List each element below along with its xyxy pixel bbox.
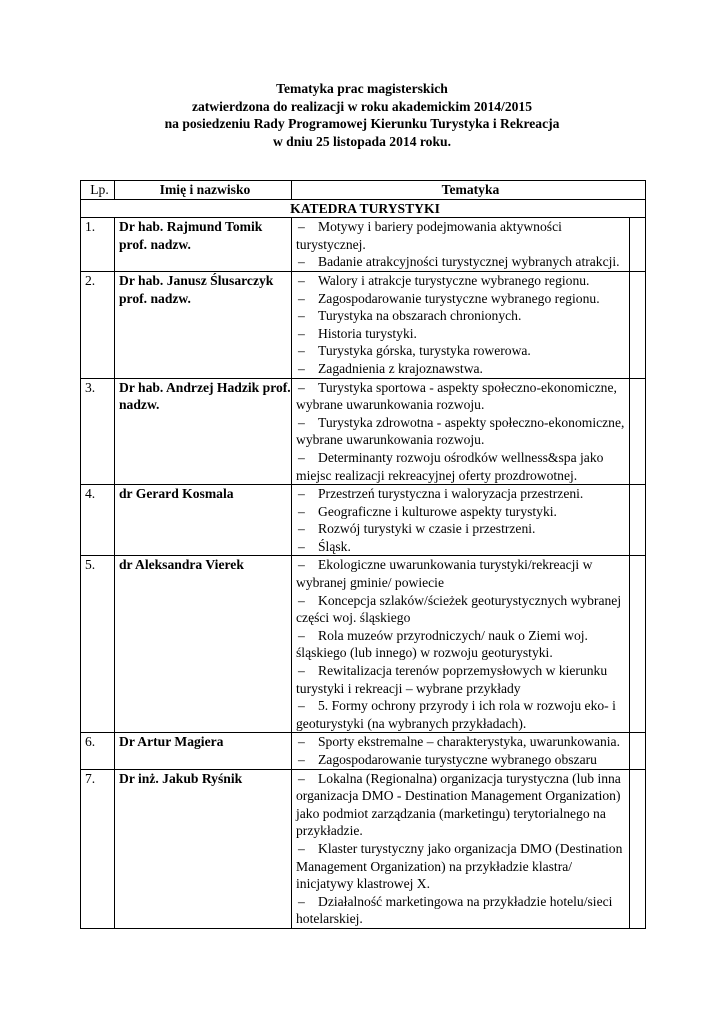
dash-bullet: – bbox=[298, 325, 305, 341]
row-number: 2. bbox=[81, 271, 115, 378]
header-line-3: na posiedzeniu Rady Programowej Kierunku Turystyka i Rekreacja bbox=[164, 116, 560, 131]
topic-item bbox=[296, 253, 629, 271]
topic-text: Geograficzne i kulturowe aspekty turystyki. bbox=[318, 503, 557, 519]
dash-bullet: – bbox=[298, 486, 305, 502]
topic-item bbox=[296, 751, 629, 769]
supervisor-name: Dr hab. Rajmund Tomik prof. nadzw. bbox=[115, 218, 292, 272]
dash-bullet: – bbox=[298, 592, 305, 608]
topic-item bbox=[296, 449, 629, 484]
row-number: 5. bbox=[81, 556, 115, 733]
row-number: 4. bbox=[81, 485, 115, 556]
topic-list bbox=[292, 485, 630, 556]
dash-bullet: – bbox=[298, 663, 305, 679]
dash-bullet: – bbox=[298, 290, 305, 306]
header-line-4: w dniu 25 listopada 2014 roku. bbox=[272, 133, 452, 149]
supervisor-name: Dr hab. Janusz Ślusarczyk prof. nadzw. bbox=[115, 271, 292, 378]
empty-cell bbox=[630, 485, 646, 556]
topic-list bbox=[292, 218, 630, 272]
dash-bullet: – bbox=[298, 219, 305, 235]
topic-item bbox=[296, 538, 629, 556]
topic-text: Zagospodarowanie turystyczne wybranego regionu. bbox=[318, 290, 600, 306]
topic-item bbox=[296, 733, 629, 751]
supervisor-name: Dr Artur Magiera bbox=[115, 733, 292, 769]
row-number: 6. bbox=[81, 733, 115, 769]
table-row bbox=[81, 733, 646, 769]
empty-cell bbox=[630, 556, 646, 733]
topic-item bbox=[296, 662, 629, 697]
topic-text: Lokalna (Regionalna) organizacja turystyczna (lub inna organizacja DMO - Destination Management Organization) jako podmiot zarządzania (marketingu) terytorialnego na przykładzie. bbox=[296, 770, 621, 839]
column-header-name: Imię i nazwisko bbox=[115, 181, 292, 200]
dash-bullet: – bbox=[298, 343, 305, 359]
column-header-lp: Lp. bbox=[81, 181, 115, 200]
topic-item bbox=[296, 307, 629, 325]
dash-bullet: – bbox=[298, 308, 305, 324]
topic-item bbox=[296, 592, 629, 627]
table-row bbox=[81, 271, 646, 378]
topic-text: Turystyka na obszarach chronionych. bbox=[318, 308, 522, 324]
dash-bullet: – bbox=[298, 521, 305, 537]
topic-item bbox=[296, 627, 629, 662]
empty-cell bbox=[630, 218, 646, 272]
topic-text: Przestrzeń turystyczna i waloryzacja przestrzeni. bbox=[318, 486, 584, 502]
header-line-2: zatwierdzona do realizacji w roku akademickim 2014/2015 bbox=[191, 98, 533, 114]
supervisor-name: dr Gerard Kosmala bbox=[115, 485, 292, 556]
topic-item bbox=[296, 485, 629, 503]
topic-text: Determinanty rozwoju ośrodków wellness&spa jako miejsc realizacji rekreacyjnej oferty prozdrowotnej. bbox=[296, 449, 604, 483]
dash-bullet: – bbox=[298, 360, 305, 376]
topic-item bbox=[296, 893, 629, 928]
table-row bbox=[81, 378, 646, 485]
empty-cell bbox=[630, 271, 646, 378]
topic-text: Badanie atrakcyjności turystycznej wybranych atrakcji. bbox=[318, 254, 620, 270]
topic-text: Turystyka zdrowotna - aspekty społeczno-ekonomiczne, wybrane uwarunkowania rozwoju. bbox=[296, 414, 625, 448]
topic-text: Rewitalizacja terenów poprzemysłowych w kierunku turystyki i rekreacji – wybrane przykłady bbox=[296, 663, 608, 696]
dash-bullet: – bbox=[298, 272, 305, 288]
topic-text: Rola muzeów przyrodniczych/ nauk o Ziemi woj. śląskiego (lub innego) w rozwoju geoturystyki. bbox=[296, 627, 588, 661]
dash-bullet: – bbox=[298, 254, 305, 270]
topic-list bbox=[292, 733, 630, 769]
empty-cell bbox=[630, 378, 646, 485]
dash-bullet: – bbox=[298, 893, 305, 909]
empty-cell bbox=[630, 769, 646, 928]
row-number: 3. bbox=[81, 378, 115, 485]
dash-bullet: – bbox=[298, 698, 305, 714]
topic-text: Rozwój turystyki w czasie i przestrzeni. bbox=[318, 521, 536, 537]
topic-text: Turystyka górska, turystyka rowerowa. bbox=[318, 343, 531, 359]
topic-item bbox=[296, 520, 629, 538]
topic-text: Zagospodarowanie turystyczne wybranego obszaru bbox=[318, 752, 597, 767]
topic-item bbox=[296, 503, 629, 521]
topic-item bbox=[296, 379, 629, 414]
dash-bullet: – bbox=[298, 627, 305, 643]
dash-bullet: – bbox=[298, 538, 305, 554]
topic-item bbox=[296, 697, 629, 732]
dash-bullet: – bbox=[298, 752, 305, 767]
topic-item bbox=[296, 272, 629, 290]
table-header-row bbox=[81, 181, 646, 200]
topic-item bbox=[296, 770, 629, 840]
topic-text: Turystyka sportowa - aspekty społeczno-ekonomiczne, wybrane uwarunkowania rozwoju. bbox=[296, 379, 617, 413]
dash-bullet: – bbox=[298, 734, 305, 750]
dash-bullet: – bbox=[298, 503, 305, 519]
section-row bbox=[81, 199, 646, 218]
dash-bullet: – bbox=[298, 770, 305, 786]
topic-item bbox=[296, 360, 629, 378]
table-row bbox=[81, 218, 646, 272]
topic-item bbox=[296, 218, 629, 253]
dash-bullet: – bbox=[298, 414, 305, 430]
topic-list bbox=[292, 271, 630, 378]
dash-bullet: – bbox=[298, 379, 305, 395]
topic-text: Klaster turystyczny jako organizacja DMO (Destination Management Organization) na przykładzie klastra/ inicjatywy klastrowej X. bbox=[296, 840, 623, 892]
supervisor-name: dr Aleksandra Vierek bbox=[115, 556, 292, 733]
topic-item bbox=[296, 325, 629, 343]
topic-item bbox=[296, 414, 629, 449]
section-title: KATEDRA TURYSTYKI bbox=[81, 199, 646, 218]
row-number: 1. bbox=[81, 218, 115, 272]
topic-text: Walory i atrakcje turystyczne wybranego regionu. bbox=[318, 272, 590, 288]
row-number: 7. bbox=[81, 769, 115, 928]
topic-text: Zagadnienia z krajoznawstwa. bbox=[318, 360, 483, 376]
table-row bbox=[81, 556, 646, 733]
topic-text: 5. Formy ochrony przyrody i ich rola w rozwoju eko- i geoturystyki (na wybranych przykładach). bbox=[296, 698, 616, 731]
dash-bullet: – bbox=[298, 557, 305, 573]
topic-item bbox=[296, 290, 629, 308]
supervisor-name: Dr inż. Jakub Ryśnik bbox=[115, 769, 292, 928]
topic-text: Sporty ekstremalne – charakterystyka, uwarunkowania. bbox=[318, 734, 620, 750]
supervisor-name: Dr hab. Andrzej Hadzik prof. nadzw. bbox=[115, 378, 292, 485]
topic-item bbox=[296, 342, 629, 360]
header-line-1: Tematyka prac magisterskich bbox=[276, 81, 448, 96]
empty-cell bbox=[630, 733, 646, 769]
topic-text: Koncepcja szlaków/ścieżek geoturystycznych wybranej części woj. śląskiego bbox=[296, 592, 622, 626]
topic-item bbox=[296, 840, 629, 893]
table-row bbox=[81, 769, 646, 928]
topic-text: Motywy i bariery podejmowania aktywności turystycznej. bbox=[296, 219, 562, 252]
topic-text: Historia turystyki. bbox=[318, 325, 417, 341]
topic-list bbox=[292, 556, 630, 733]
topic-item bbox=[296, 556, 629, 591]
topic-list bbox=[292, 769, 630, 928]
topic-text: Ekologiczne uwarunkowania turystyki/rekreacji w wybranej gminie/ powiecie bbox=[296, 557, 593, 591]
topic-list bbox=[292, 378, 630, 485]
dash-bullet: – bbox=[298, 840, 305, 856]
table-body bbox=[81, 199, 646, 928]
document-header bbox=[0, 80, 724, 150]
table-row bbox=[81, 485, 646, 556]
topic-text: Działalność marketingowa na przykładzie hotelu/sieci hotelarskiej. bbox=[296, 893, 613, 927]
topic-text: Śląsk. bbox=[318, 538, 351, 554]
column-header-topic: Tematyka bbox=[292, 181, 646, 200]
dash-bullet: – bbox=[298, 449, 305, 465]
topics-table bbox=[80, 180, 646, 929]
